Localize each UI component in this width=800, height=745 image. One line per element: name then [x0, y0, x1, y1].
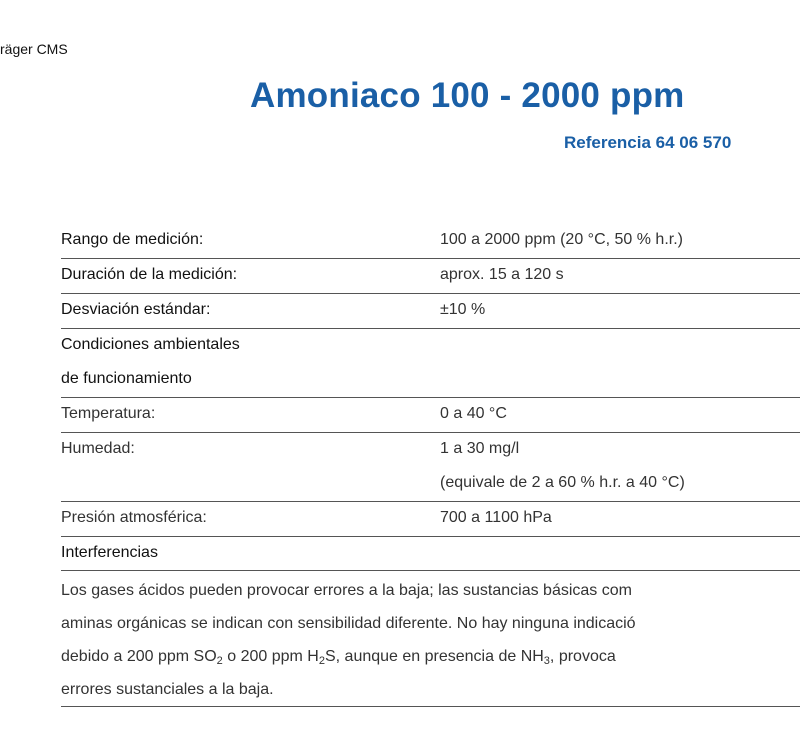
interferences-text: [61, 574, 800, 706]
conditions-heading-line1: Condiciones ambientales: [61, 336, 240, 353]
interferences-line-3: [61, 640, 800, 673]
spec-row-duration: [61, 259, 800, 294]
spec-row-pressure: [61, 502, 800, 537]
reference-number: Referencia 64 06 570: [564, 133, 732, 152]
duration-value: aprox. 15 a 120 s: [440, 266, 564, 283]
humidity-label: Humedad:: [61, 440, 135, 457]
nh3-subscript: 3: [543, 655, 550, 667]
deviation-label: Desviación estándar:: [61, 301, 211, 318]
so2-subscript: 2: [216, 655, 223, 667]
brand-name: räger CMS: [0, 41, 68, 57]
spec-row-range: [61, 224, 800, 259]
conditions-heading-line2: de funcionamiento: [61, 370, 192, 387]
h2s-subscript: 2: [318, 655, 325, 667]
spec-row-deviation: [61, 294, 800, 329]
line3-part-c: S, aunque en presencia de NH: [324, 648, 544, 665]
spec-table: [61, 224, 800, 571]
humidity-value: 1 a 30 mg/l: [440, 440, 520, 457]
interferences-line-1: Los gases ácidos pueden provocar errores a la baja; las sustancias básicas com: [61, 582, 632, 599]
interferences-heading-row: [61, 537, 800, 571]
range-label: Rango de medición:: [61, 231, 204, 248]
interferences-heading: Interferencias: [61, 544, 158, 561]
temperature-label: Temperatura:: [61, 405, 156, 422]
line3-part-a: debido a 200 ppm SO: [61, 648, 217, 665]
spec-row-humidity-note: [61, 467, 800, 502]
spec-row-temperature: [61, 398, 800, 433]
interferences-line-2: aminas orgánicas se indican con sensibilidad diferente. No hay ninguna indicació: [61, 615, 636, 632]
spec-row-humidity: [61, 433, 800, 467]
pressure-value: 700 a 1100 hPa: [440, 509, 552, 526]
line3-part-b: o 200 ppm H: [222, 648, 319, 665]
spec-row-conditions-2: [61, 363, 800, 398]
line3-part-d: , provoca: [549, 648, 616, 665]
humidity-note: (equivale de 2 a 60 % h.r. a 40 °C): [440, 474, 685, 491]
page-title: Amoniaco 100 - 2000 ppm: [250, 76, 685, 115]
range-value: 100 a 2000 ppm (20 °C, 50 % h.r.): [440, 231, 683, 248]
bottom-divider: [61, 706, 800, 707]
deviation-value: ±10 %: [440, 301, 486, 318]
temperature-value: 0 a 40 °C: [440, 405, 507, 422]
spec-row-conditions-1: [61, 329, 800, 363]
duration-label: Duración de la medición:: [61, 266, 238, 283]
pressure-label: Presión atmosférica:: [61, 509, 207, 526]
interferences-line-4: errores sustanciales a la baja.: [61, 681, 274, 698]
